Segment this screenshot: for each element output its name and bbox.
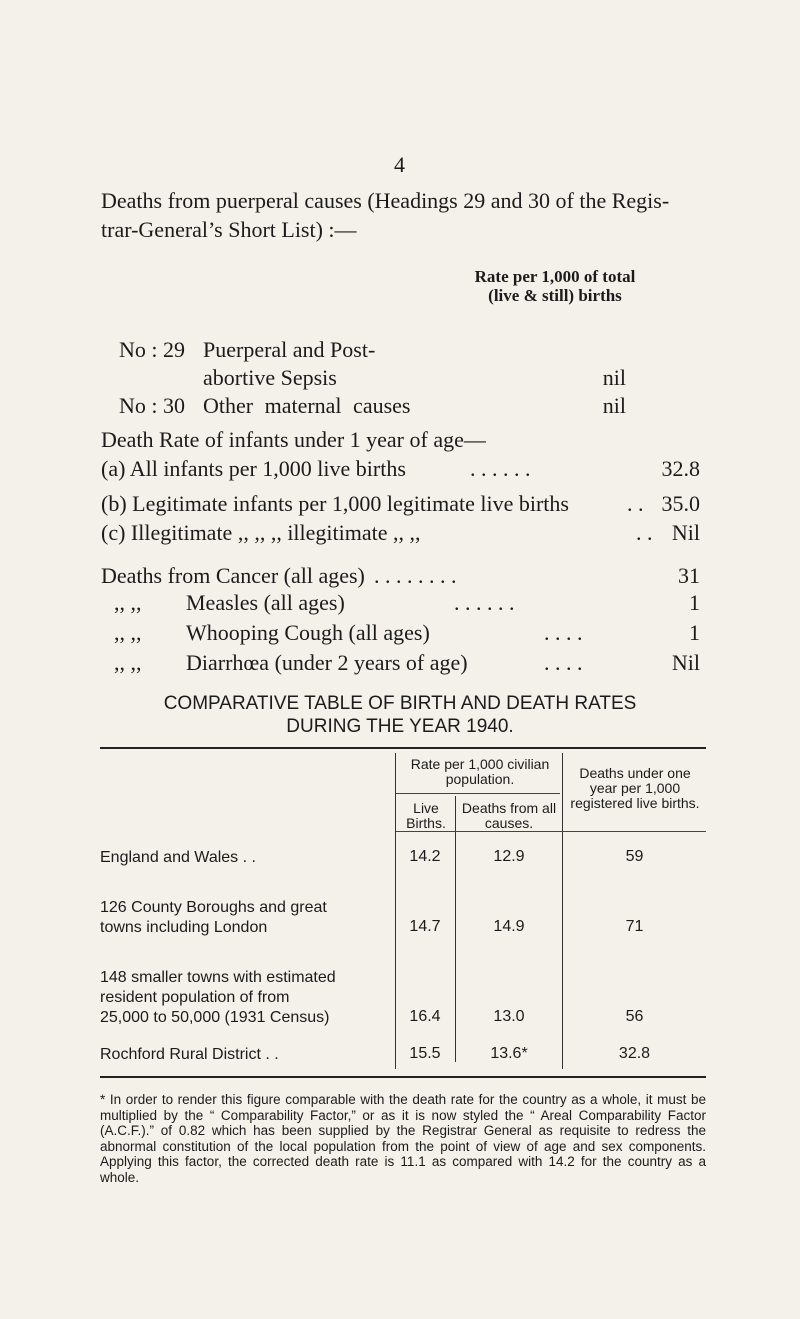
- intro-line-2: trar-General’s Short List) :—: [101, 217, 357, 242]
- puerperal-30-label: Other maternal causes: [203, 393, 411, 418]
- infant-row-b-label: (b) Legitimate infants per 1,000 legitimate live births: [101, 491, 569, 516]
- infant-row-c-label: (c) Illegitimate ,, ,, ,, illegitimate ,, ,,: [101, 520, 421, 545]
- table-header-underline: [396, 831, 706, 832]
- table-row-2-live: 14.7: [409, 918, 441, 935]
- cause-cancer-leader: . . . . . . . .: [374, 563, 457, 588]
- table-row-label-3b: resident population of from: [100, 989, 290, 1006]
- table-row-label-3a: 148 smaller towns with estimated: [100, 969, 336, 986]
- table-bottom-rule: [100, 1076, 706, 1078]
- table-row-4-infant: 32.8: [618, 1045, 651, 1062]
- table-row-3-live: 16.4: [409, 1008, 441, 1025]
- table-row-2-infant: 71: [625, 918, 644, 935]
- table-caption-line-2: DURING THE YEAR 1940.: [286, 716, 514, 737]
- cause-diarrhoea-label: Diarrhœa (under 2 years of age): [186, 650, 468, 675]
- cause-whooping-leader: . . . .: [544, 620, 583, 645]
- table-row-label-2b: towns including London: [100, 919, 268, 936]
- table-row-4-deaths: 13.6*: [490, 1045, 528, 1062]
- puerperal-30-prefix: No : 30: [119, 393, 185, 418]
- cause-whooping-ditto: ,, ,,: [114, 620, 142, 645]
- table-row-1-infant: 59: [625, 848, 644, 865]
- table-row-1-deaths: 12.9: [493, 848, 525, 865]
- table-caption: [100, 692, 700, 738]
- page-number: 4: [394, 152, 405, 177]
- infant-row-a-label: (a) All infants per 1,000 live births: [101, 456, 406, 481]
- infant-row-c-value: Nil: [671, 520, 700, 545]
- table-row-label-2a: 126 County Boroughs and great: [100, 899, 327, 916]
- table-row-3-infant: 56: [625, 1008, 644, 1025]
- table-col-infant: Deaths under one year per 1,000 registered live births.: [570, 765, 700, 811]
- cause-measles-ditto: ,, ,,: [114, 590, 142, 615]
- puerperal-29-value: nil: [602, 365, 626, 390]
- infant-heading: Death Rate of infants under 1 year of age—: [101, 427, 486, 452]
- cause-diarrhoea-leader: . . . .: [544, 650, 583, 675]
- cause-measles-label: Measles (all ages): [186, 590, 345, 615]
- table-row-4-live: 15.5: [409, 1045, 441, 1062]
- table-row-3-deaths: 13.0: [493, 1008, 525, 1025]
- intro-paragraph: [101, 186, 669, 244]
- puerperal-29-label-1: Puerperal and Post-: [203, 337, 376, 362]
- cause-cancer-label: Deaths from Cancer (all ages): [101, 563, 365, 588]
- table-col-deaths: Deaths from all causes.: [461, 800, 557, 831]
- cause-cancer-value: 31: [678, 563, 700, 588]
- table-row-label-4: Rochford Rural District . .: [100, 1046, 279, 1063]
- cause-diarrhoea-value: Nil: [671, 650, 700, 675]
- footnote: * In order to render this figure comparable with the death rate for the country as a whole, it must be multiplied by the “ Comparability Factor,” or as it is now styled the “ Areal Comparability Factor (A.C.F.).” of 0.82 which has been supplied by the Registrar General as requisite to redress the abnormal constitution of the local population from the point of view of age and sex components. Applying this factor, the corrected death rate is 11.1 as compared with 14.2 for the country as a whole.: [100, 1092, 706, 1185]
- infant-row-a-leader: . . . . . .: [470, 456, 531, 481]
- table-caption-line-1: COMPARATIVE TABLE OF BIRTH AND DEATH RATES: [163, 693, 637, 714]
- cause-diarrhoea-ditto: ,, ,,: [114, 650, 142, 675]
- table-row-2-deaths: 14.9: [493, 918, 525, 935]
- infant-row-b-leader: . .: [627, 491, 644, 516]
- table-top-rule: [100, 747, 706, 749]
- infant-row-a-value: 32.8: [661, 456, 700, 481]
- cause-whooping-value: 1: [689, 620, 700, 645]
- puerperal-29-prefix: No : 29: [119, 337, 185, 362]
- infant-row-b-value: 35.0: [661, 491, 700, 516]
- table-col-live: Live Births.: [406, 800, 446, 831]
- table-row-1-live: 14.2: [409, 848, 441, 865]
- table-row-label-3c: 25,000 to 50,000 (1931 Census): [100, 1009, 330, 1026]
- cause-whooping-label: Whooping Cough (all ages): [186, 620, 430, 645]
- puerperal-30-value: nil: [602, 393, 626, 418]
- rate-header: Rate per 1,000 of total (live & still) births: [474, 267, 636, 305]
- cause-measles-value: 1: [689, 590, 700, 615]
- table-group-underline: [396, 793, 560, 794]
- cause-measles-leader: . . . . . .: [454, 590, 515, 615]
- table-row-label-1: England and Wales . .: [100, 849, 256, 866]
- intro-line-1: Deaths from puerperal causes (Headings 29 and 30 of the Regis-: [101, 188, 670, 213]
- infant-row-c-leader: . .: [636, 520, 653, 545]
- puerperal-29-label-2: abortive Sepsis: [203, 365, 337, 390]
- table-group-header: Rate per 1,000 civilian population.: [410, 756, 550, 787]
